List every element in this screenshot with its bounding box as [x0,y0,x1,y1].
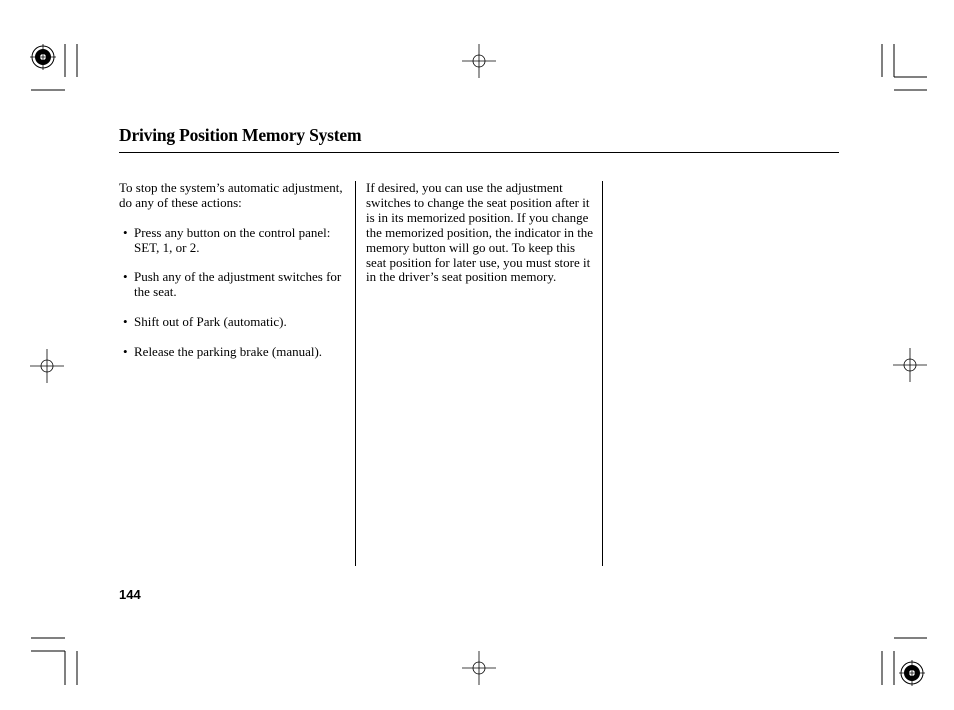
bullet-icon: • [123,224,128,240]
crosshair-left-middle [30,349,64,383]
list-item-text: Press any button on the control panel: SET, 1, or 2. [134,224,331,255]
bullet-icon: • [123,314,128,330]
list-item-text: Push any of the adjustment switches for the seat. [134,269,342,300]
registration-target-top-left [30,44,56,70]
list-item [119,345,344,360]
intro-paragraph: To stop the system’s automatic adjustment, do any of these actions: [119,180,343,210]
column-divider [602,181,603,566]
list-item [119,226,344,256]
middle-column [366,181,596,285]
bullet-icon: • [123,269,128,285]
page-number: 144 [119,587,141,602]
list-item-text: Shift out of Park (automatic). [134,314,287,330]
bullet-icon: • [123,343,128,359]
left-column [119,181,344,360]
registration-target-bottom-right [899,660,925,686]
list-item [119,270,344,300]
body-paragraph: If desired, you can use the adjustment switches to change the seat position after it is in its memorized position. If you change the memorized position, the indicator in the memory button will go out. To keep this seat position for later use, you must store it in the driver’s seat position memory. [366,180,594,285]
action-list [119,226,344,360]
list-item-text: Release the parking brake (manual). [134,343,323,359]
crosshair-top-center [462,44,496,78]
crosshair-right-middle [893,348,927,382]
title-rule [119,152,839,153]
list-item [119,315,344,330]
column-divider [355,181,356,566]
page-title: Driving Position Memory System [119,125,362,145]
crosshair-bottom-center [462,651,496,685]
